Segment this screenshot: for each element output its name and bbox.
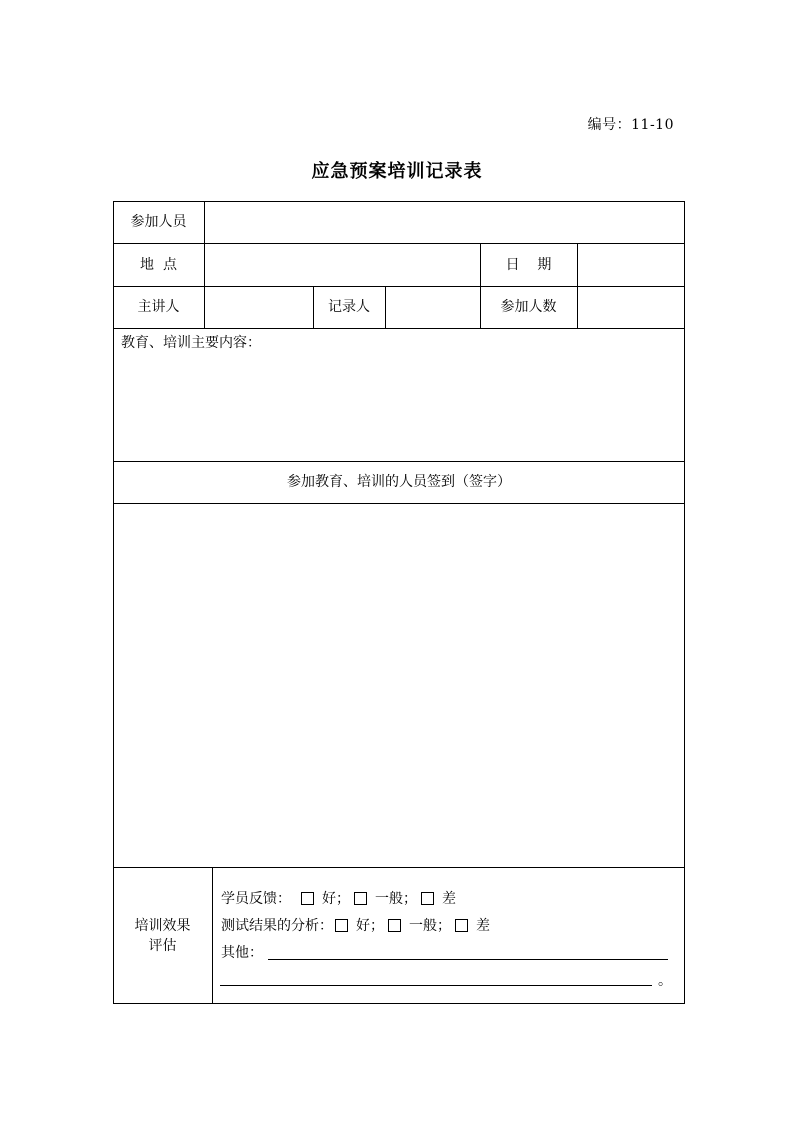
lecturer-label: 主讲人 [137,299,180,315]
analysis-good-checkbox[interactable] [335,919,348,932]
participants-value[interactable] [205,202,684,243]
analysis-average-label: 一般； [409,918,451,934]
analysis-average-checkbox[interactable] [388,919,401,932]
training-content-label: 教育、培训主要内容： [121,335,261,351]
date-label: 日 期 [505,256,552,273]
recorder-value[interactable] [386,287,480,328]
row-divider [113,328,685,329]
participant-count-value[interactable] [578,287,684,328]
doc-number: 编号：11-10 [587,117,674,133]
location-label: 地 点 [140,256,177,273]
evaluation-label-line2: 评估 [148,937,177,954]
participant-count-label: 参加人数 [500,299,557,315]
col-divider [212,867,213,1004]
other-row [221,942,263,962]
location-value[interactable] [205,244,480,286]
lecturer-value[interactable] [205,287,313,328]
feedback-average-checkbox[interactable] [354,892,367,905]
other-input-line-1[interactable] [268,959,668,960]
evaluation-label-line1: 培训效果 [134,917,191,934]
feedback-row [221,888,458,908]
signin-area[interactable] [114,504,684,867]
feedback-average-label: 一般； [375,891,417,907]
analysis-good-label: 好； [356,918,384,934]
analysis-row [221,915,492,935]
analysis-poor-label: 差 [476,918,490,934]
other-input-line-2[interactable] [220,985,652,986]
feedback-poor-checkbox[interactable] [421,892,434,905]
feedback-label: 学员反馈： [221,891,291,907]
recorder-label: 记录人 [328,299,370,315]
signin-header: 参加教育、培训的人员签到（签字） [287,474,511,490]
page-title: 应急预案培训记录表 [311,161,483,182]
evaluation-label [113,867,212,1004]
participants-label: 参加人员 [130,214,187,230]
analysis-poor-checkbox[interactable] [455,919,468,932]
feedback-good-label: 好； [322,891,350,907]
other-label: 其他： [221,945,263,961]
date-value[interactable] [578,244,684,286]
training-content-area[interactable] [114,352,684,460]
feedback-good-checkbox[interactable] [301,892,314,905]
feedback-poor-label: 差 [442,891,456,907]
closing-period: 。 [658,973,672,989]
analysis-label: 测试结果的分析： [221,918,333,934]
